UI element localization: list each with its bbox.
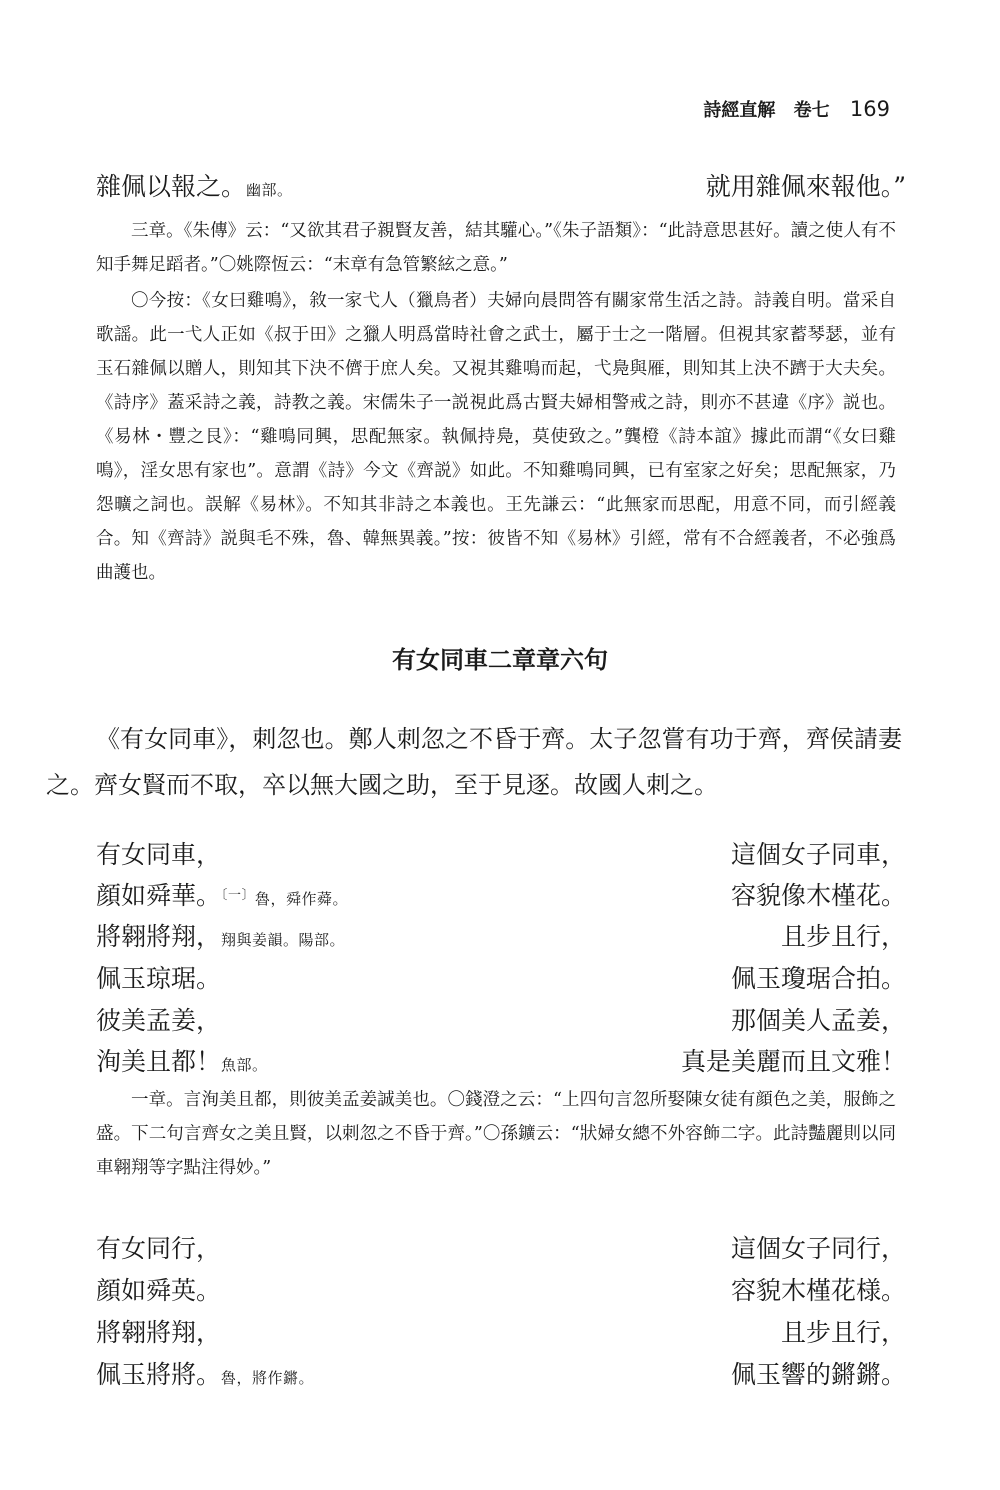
verse-translation: 這個女子同車，: [730, 840, 906, 869]
poem-title: 有女同車二章章六句: [392, 646, 608, 674]
verse-translation: 這個女子同行，: [730, 1234, 906, 1263]
book-title: 詩經直解: [703, 100, 776, 121]
verse-line: [96, 1002, 906, 1040]
verse-original: 洵美且都！魚部。: [96, 1047, 268, 1076]
verse-note: 魯，舜作蕣。: [255, 890, 349, 908]
verse-line: [96, 918, 906, 956]
verse-original: 顔如舜英。: [96, 1276, 222, 1305]
commentary-paragraph: 一章。言洵美且都，則彼美孟姜誠美也。〇錢澄之云：“上四句言忽所娶陳女徒有顔色之美，服飾之盛。下二句言齊女之美且賢，以刺忽之不昏于齊。”〇孫鑛云：“狀婦女總不外容飾二字。此詩豔麗則以同車翱翔等字點注得妙。”: [96, 1090, 896, 1178]
verse-line: [96, 877, 906, 915]
verse-original: 將翱將翔，: [96, 1318, 222, 1347]
verse-original: 彼美孟姜，: [96, 1006, 222, 1035]
verse-translation: 且步且行，: [780, 922, 906, 951]
verse-note: 幽部。: [246, 181, 293, 199]
verse-line: [96, 168, 906, 206]
verse-original: 有女同行，: [96, 1234, 222, 1263]
verse-note: 魯，將作鏘。: [221, 1369, 315, 1387]
footnote-marker: 〔一〕: [221, 888, 256, 903]
running-header: [0, 96, 890, 122]
verse-original: 有女同車，: [96, 840, 222, 869]
verse-line: [96, 836, 906, 874]
verse-original: 將翱將翔，翔與姜韻。陽部。: [96, 922, 346, 951]
verse-line: [96, 1272, 906, 1310]
verse-line: [96, 1356, 906, 1394]
verse-translation: 容貌木槿花様。: [730, 1276, 906, 1305]
verse-original: 佩玉將將。魯，將作鏘。: [96, 1360, 315, 1389]
commentary-paragraph: 〇今按：《女曰雞鳴》，敘一家弋人（獵鳥者）夫婦向晨問答有關家常生活之詩。詩義自明。當采自歌謡。此一弋人正如《叔于田》之獵人明爲當時社會之武士，屬于士之一階層。但視其家蓄琴瑟，並有玉石雜佩以贈人，則知其下決不儕于庶人矣。又視其雞鳴而起，弋鳧與雁，則知其上決不躋于大夫矣。《詩序》蓋采詩之義，詩教之義。宋儒朱子一説視此爲古賢夫婦相警戒之詩，則亦不甚違《序》説也。《易林・豐之艮》：“雞鳴同興，思配無家。執佩持鳧，莫使致之。”龔橙《詩本誼》據此而謂“《女曰雞鳴》，淫女思有家也”。意謂《詩》今文《齊説》如此。不知雞鳴同興，已有室家之好矣；思配無家，乃怨曠之詞也。誤解《易林》。不知其非詩之本義也。王先謙云：“此無家而思配，用意不同，而引經義合。知《齊詩》説與毛不殊，魯、韓無異義。”按：彼皆不知《易林》引經，常有不合經義者，不必強爲曲護也。: [96, 291, 896, 583]
verse-line: [96, 960, 906, 998]
verse-translation: 真是美麗而且文雅！: [680, 1047, 906, 1076]
verse-note: 翔與姜韻。陽部。: [221, 931, 346, 949]
verse-original: 顔如舜華。$^{〔一〕}$魯，舜作蕣。: [96, 881, 349, 910]
commentary-paragraph: 三章。《朱傳》云：“又欲其君子親賢友善，結其驩心。”《朱子語類》：“此詩意思甚好。讀之使人有不知手舞足蹈者。”〇姚際恆云：“末章有急管繁絃之意。”: [96, 221, 896, 275]
verse-translation: 佩玉響的鏘鏘。: [730, 1360, 906, 1389]
verse-original: 佩玉琼琚。: [96, 964, 222, 993]
verse-translation: 就用雜佩來報他。”: [705, 172, 906, 201]
verse-line: [96, 1314, 906, 1352]
verse-line: [96, 1043, 906, 1081]
verse-translation: 佩玉瓊琚合拍。: [730, 964, 906, 993]
verse-line: [96, 1230, 906, 1268]
verse-translation: 容貌像木槿花。: [730, 881, 906, 910]
verse-original: 雜佩以報之。幽部。: [96, 172, 293, 201]
verse-translation: 那個美人孟姜，: [730, 1006, 906, 1035]
verse-note: 魚部。: [221, 1056, 268, 1074]
page-number: 169: [849, 97, 890, 121]
volume-label: 卷七: [793, 100, 830, 121]
verse-translation: 且步且行，: [780, 1318, 906, 1347]
poem-preface: 《有女同車》，刺忽也。鄭人刺忽之不昏于齊。太子忽嘗有功于齊，齊侯請妻之。齊女賢而不取，卒以無大國之助，至于見逐。故國人刺之。: [46, 725, 902, 799]
